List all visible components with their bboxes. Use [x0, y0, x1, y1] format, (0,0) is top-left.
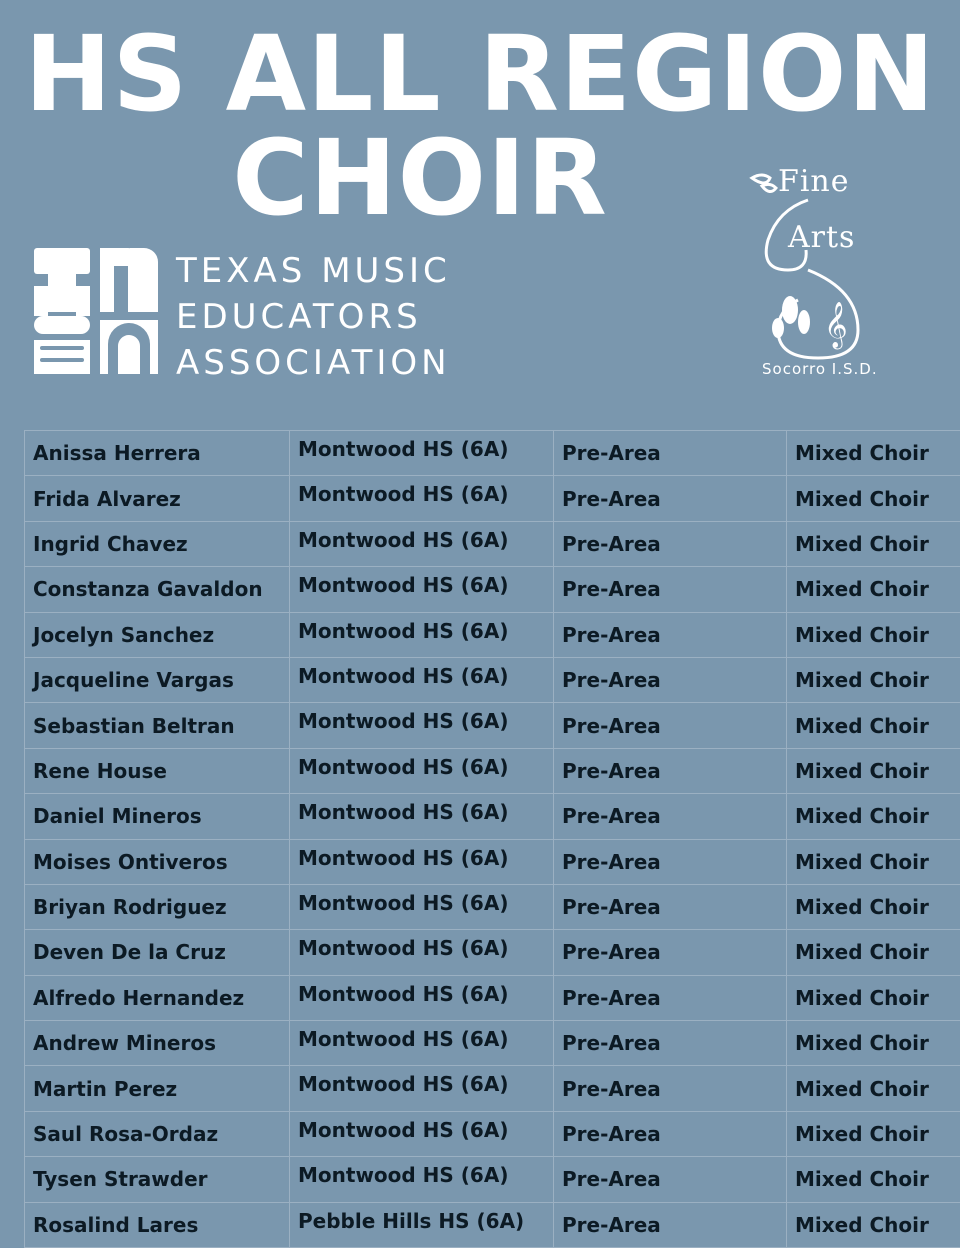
student-name-cell: Andrew Mineros: [25, 1021, 290, 1066]
level-cell: Pre-Area: [554, 1021, 787, 1066]
table-row: [25, 1157, 960, 1202]
student-name-cell: Sebastian Beltran: [25, 703, 290, 748]
student-name-cell: Jocelyn Sanchez: [25, 612, 290, 657]
student-name-cell: Daniel Mineros: [25, 794, 290, 839]
school-name-cell: Montwood HS (6A): [290, 703, 554, 748]
ensemble-cell: Mixed Choir: [787, 476, 960, 521]
svg-text:𝄞: 𝄞: [824, 302, 848, 350]
table-row: [25, 476, 960, 521]
tmea-wordmark: [176, 248, 451, 386]
ensemble-cell: Mixed Choir: [787, 657, 960, 702]
table-row: [25, 884, 960, 929]
page-title-line2: CHOIR: [0, 118, 900, 238]
table-row: [25, 431, 960, 476]
school-name-cell: Montwood HS (6A): [290, 521, 554, 566]
level-cell: Pre-Area: [554, 521, 787, 566]
level-cell: Pre-Area: [554, 567, 787, 612]
school-name-cell: Montwood HS (6A): [290, 657, 554, 702]
school-name-cell: Montwood HS (6A): [290, 476, 554, 521]
ensemble-cell: Mixed Choir: [787, 1021, 960, 1066]
student-name-cell: Deven De la Cruz: [25, 930, 290, 975]
ensemble-cell: Mixed Choir: [787, 1111, 960, 1156]
student-name-cell: Alfredo Hernandez: [25, 975, 290, 1020]
student-name-cell: Briyan Rodriguez: [25, 884, 290, 929]
tmea-line3: ASSOCIATION: [176, 340, 451, 386]
table-row: [25, 1021, 960, 1066]
school-name-cell: Montwood HS (6A): [290, 1157, 554, 1202]
tmea-logo-icon: [34, 248, 158, 374]
table-row: [25, 612, 960, 657]
table-row: [25, 1202, 960, 1247]
student-name-cell: Frida Alvarez: [25, 476, 290, 521]
fine-arts-logo: [738, 160, 898, 390]
ensemble-cell: Mixed Choir: [787, 748, 960, 793]
fine-arts-line1: Fine: [778, 164, 850, 199]
table-row: [25, 839, 960, 884]
ensemble-cell: Mixed Choir: [787, 1202, 960, 1247]
table-row: [25, 657, 960, 702]
level-cell: Pre-Area: [554, 1202, 787, 1247]
level-cell: Pre-Area: [554, 476, 787, 521]
school-name-cell: Montwood HS (6A): [290, 839, 554, 884]
school-name-cell: Montwood HS (6A): [290, 975, 554, 1020]
school-name-cell: Pebble Hills HS (6A): [290, 1202, 554, 1247]
level-cell: Pre-Area: [554, 703, 787, 748]
ensemble-cell: Mixed Choir: [787, 521, 960, 566]
table-row: [25, 567, 960, 612]
student-name-cell: Anissa Herrera: [25, 431, 290, 476]
table-row: [25, 521, 960, 566]
table-row: [25, 1066, 960, 1111]
ensemble-cell: Mixed Choir: [787, 612, 960, 657]
table-row: [25, 794, 960, 839]
tmea-line2: EDUCATORS: [176, 294, 451, 340]
table-row: [25, 975, 960, 1020]
table-row: [25, 930, 960, 975]
level-cell: Pre-Area: [554, 1111, 787, 1156]
student-name-cell: Ingrid Chavez: [25, 521, 290, 566]
table-row: [25, 748, 960, 793]
ensemble-cell: Mixed Choir: [787, 930, 960, 975]
ensemble-cell: Mixed Choir: [787, 1157, 960, 1202]
school-name-cell: Montwood HS (6A): [290, 567, 554, 612]
roster-table: [24, 430, 960, 1248]
level-cell: Pre-Area: [554, 657, 787, 702]
school-name-cell: Montwood HS (6A): [290, 794, 554, 839]
level-cell: Pre-Area: [554, 431, 787, 476]
ensemble-cell: Mixed Choir: [787, 567, 960, 612]
fine-arts-line2: Arts: [788, 220, 855, 255]
tmea-logo: [34, 248, 494, 378]
school-name-cell: Montwood HS (6A): [290, 1066, 554, 1111]
level-cell: Pre-Area: [554, 1157, 787, 1202]
level-cell: Pre-Area: [554, 839, 787, 884]
school-name-cell: Montwood HS (6A): [290, 1111, 554, 1156]
school-name-cell: Montwood HS (6A): [290, 431, 554, 476]
school-name-cell: Montwood HS (6A): [290, 930, 554, 975]
ensemble-cell: Mixed Choir: [787, 975, 960, 1020]
ensemble-cell: Mixed Choir: [787, 839, 960, 884]
table-row: [25, 1111, 960, 1156]
tmea-line1: TEXAS MUSIC: [176, 248, 451, 294]
student-name-cell: Constanza Gavaldon: [25, 567, 290, 612]
student-name-cell: Tysen Strawder: [25, 1157, 290, 1202]
level-cell: Pre-Area: [554, 930, 787, 975]
school-name-cell: Montwood HS (6A): [290, 748, 554, 793]
ensemble-cell: Mixed Choir: [787, 1066, 960, 1111]
level-cell: Pre-Area: [554, 884, 787, 929]
school-name-cell: Montwood HS (6A): [290, 612, 554, 657]
level-cell: Pre-Area: [554, 794, 787, 839]
roster-body: [25, 431, 960, 1248]
student-name-cell: Martin Perez: [25, 1066, 290, 1111]
level-cell: Pre-Area: [554, 748, 787, 793]
student-name-cell: Jacqueline Vargas: [25, 657, 290, 702]
level-cell: Pre-Area: [554, 1066, 787, 1111]
fine-arts-subtitle: Socorro I.S.D.: [762, 360, 878, 378]
student-name-cell: Saul Rosa-Ordaz: [25, 1111, 290, 1156]
student-name-cell: Rosalind Lares: [25, 1202, 290, 1247]
ensemble-cell: Mixed Choir: [787, 703, 960, 748]
level-cell: Pre-Area: [554, 612, 787, 657]
ensemble-cell: Mixed Choir: [787, 431, 960, 476]
school-name-cell: Montwood HS (6A): [290, 1021, 554, 1066]
ensemble-cell: Mixed Choir: [787, 884, 960, 929]
table-row: [25, 703, 960, 748]
student-name-cell: Rene House: [25, 748, 290, 793]
student-name-cell: Moises Ontiveros: [25, 839, 290, 884]
page-title-line1: HS ALL REGION: [0, 14, 960, 134]
level-cell: Pre-Area: [554, 975, 787, 1020]
ensemble-cell: Mixed Choir: [787, 794, 960, 839]
school-name-cell: Montwood HS (6A): [290, 884, 554, 929]
